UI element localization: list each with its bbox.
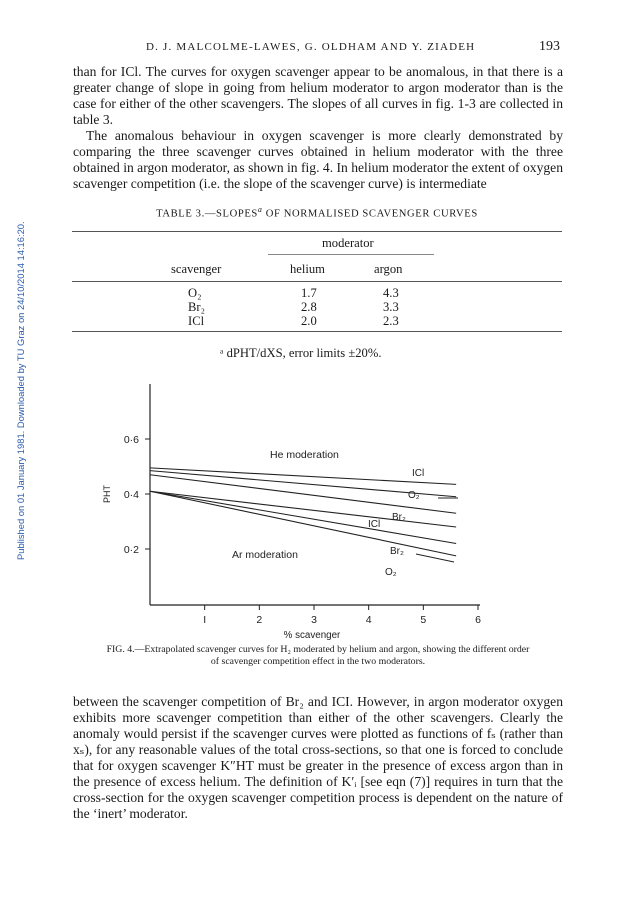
side-note-text: Published on 01 January 1981. Downloaded by TU Graz on 24/10/2014 14:16:20. xyxy=(15,221,26,560)
table-caption-footnote-mark: a xyxy=(257,205,263,214)
table-caption-main: TABLE 3.—SLOPES xyxy=(156,208,258,220)
paragraph-2: The anomalous behaviour in oxygen scavenger is more clearly demonstrated by comparing the three scavenger curves obtained in helium moderator with the three obtained in argon moderator, as shown in fig. 4. In helium moderator the extent of oxygen scavenger competition (i.e. the slope of the scavenger curve) is intermediate xyxy=(73,128,563,191)
paragraph-3: between the scavenger competition of Br₂ and ICI. However, in argon moderator oxygen exhibits more scavenger competition than either of the other scavengers. Clearly the anomaly would persist if the scavenger curves were plotted as functions of fₛ (rather than xₛ), for any reasonable values of the total cross-sections, so that one is forced to conclude that for oxygen scavenger K″HT must be greater in the presence of excess argon than in the presence of excess helium. The definition of K′ᵢ [see eqn (7)] requires in turn that the cross-section for the oxygen scavenger competition process is dependent on the nature of the ‘inert’ moderator. xyxy=(73,694,563,821)
table-cell-helium-1: 2.8 xyxy=(301,300,317,314)
table-cell-argon-0: 4.3 xyxy=(383,286,399,300)
table-footnote: ᵃ dPHT/dXS, error limits ±20%. xyxy=(220,346,382,360)
series-label-1: O₂ xyxy=(408,490,420,501)
x-tick-label: 3 xyxy=(311,614,317,626)
page-number: 193 xyxy=(539,39,560,54)
series-tick-mark xyxy=(416,554,454,562)
series-label-4: Br₂ xyxy=(390,546,404,557)
figure-caption-line-2: of scavenger competition effect in the two moderators. xyxy=(210,656,426,667)
x-tick-label: 2 xyxy=(256,614,263,626)
table-cell-argon-1: 3.3 xyxy=(383,300,399,314)
table-cell-scavenger-2: ICl xyxy=(188,314,205,328)
paragraph-1: than for ICl. The curves for oxygen scavenger appear to be anomalous, in that there is a greater change of slope in going from helium moderator to argon moderator than is the case for either of the other scavengers. The slopes of all curves in fig. 1-3 are collected in table 3. xyxy=(73,64,563,127)
series-label-3: ICl xyxy=(368,519,381,530)
x-tick-label: 6 xyxy=(475,614,481,626)
x-tick-label: I xyxy=(203,614,207,626)
chart-ticks xyxy=(124,434,481,626)
table-cell-helium-2: 2.0 xyxy=(301,314,317,328)
series-line-0 xyxy=(150,468,456,485)
annotation-ar-moderation: Ar moderation xyxy=(232,549,298,561)
figure-caption-line-1: FIG. 4.—Extrapolated scavenger curves for H₂ moderated by helium and argon, showing the different order xyxy=(106,644,530,655)
x-tick-label: 4 xyxy=(365,614,372,626)
y-tick-label: 0·2 xyxy=(123,544,139,556)
table-cell-scavenger-0: O₂ xyxy=(188,286,202,300)
table-col-scavenger: scavenger xyxy=(171,262,222,276)
table-group-header: moderator xyxy=(322,236,374,250)
y-tick-label: 0·6 xyxy=(123,434,139,446)
y-tick-label: 0·4 xyxy=(123,489,139,501)
annotation-he-moderation: He moderation xyxy=(270,449,339,461)
table-cell-argon-2: 2.3 xyxy=(383,314,399,328)
running-head-authors: D. J. MALCOLME-LAWES, G. OLDHAM AND Y. ZIADEH xyxy=(146,41,476,53)
figure-caption xyxy=(72,644,564,668)
table-cell-scavenger-1: Br₂ xyxy=(188,300,205,314)
series-label-2: Br₂ xyxy=(392,512,406,523)
chart-series xyxy=(150,468,458,562)
x-tick-label: 5 xyxy=(420,614,427,626)
table-col-argon: argon xyxy=(374,262,403,276)
table-col-helium: helium xyxy=(290,262,325,276)
x-axis-label: % scavenger xyxy=(283,630,341,641)
series-label-5: O₂ xyxy=(385,567,397,578)
series-label-0: ICl xyxy=(412,468,425,479)
y-axis-label: PHT xyxy=(102,485,112,503)
table-caption-rest: OF NORMALISED SCAVENGER CURVES xyxy=(262,208,478,220)
table-cell-helium-0: 1.7 xyxy=(301,286,317,300)
